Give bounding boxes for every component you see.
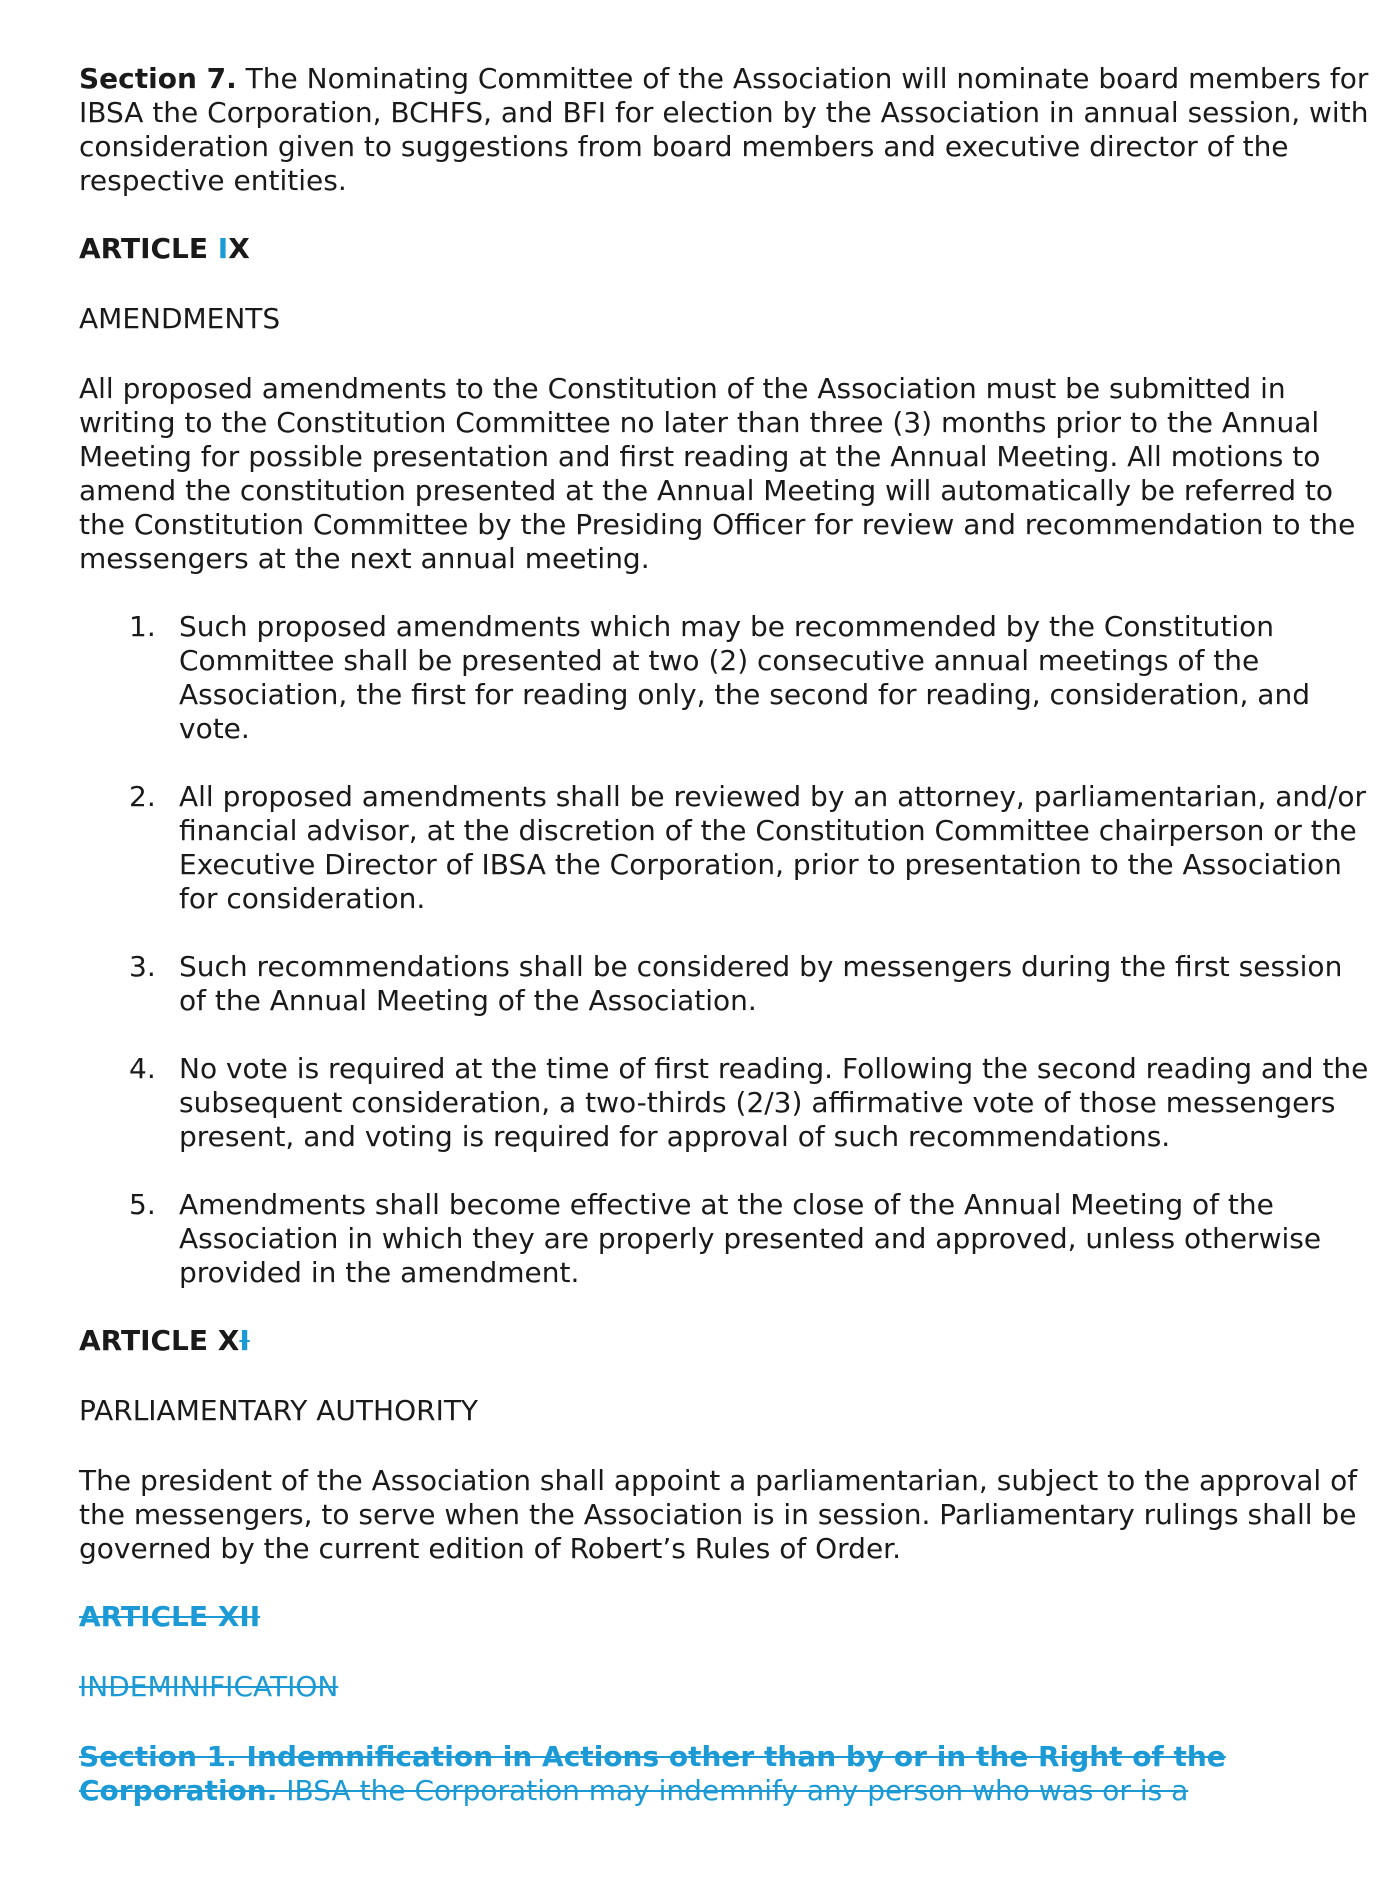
list-item-number: 2. [129,780,156,813]
deleted-numeral: I [239,1324,250,1357]
article-x-heading-prefix: ARTICLE X [79,1324,240,1357]
parliamentary-authority-paragraph: The president of the Association shall appoint a parliamentarian, subject to the approval of the messengers, to serve when the Association is in session. Parliamentary rulings shall be governed by the current edition of Robert’s Rules of Order. [79,1464,1358,1565]
list-item [79,950,1369,1018]
amendments-list [79,610,1369,1290]
list-item-number: 3. [129,950,156,983]
section-1-label-deleted: Section 1. Indemnification in Actions other than by or in the Right of the Corporation. [79,1740,1226,1807]
list-item-text: All proposed amendments shall be reviewed by an attorney, parliamentarian, and/or financial advisor, at the discretion of the Constitution Committee chairperson or the Executive Director of IBSA the Corporation, prior to presentation to the Association for consideration. [179,780,1367,915]
section-1-text-deleted: IBSA the Corporation may indemnify any person who was or is a [277,1774,1189,1807]
list-item [79,610,1369,746]
list-item-text: Such recommendations shall be considered by messengers during the first session of the Annual Meeting of the Association. [179,950,1343,1017]
inserted-numeral: I [217,232,229,265]
section-7-paragraph [79,62,1369,198]
section-7-text: The Nominating Committee of the Association will nominate board members for IBSA the Corporation, BCHFS, and BFI for election by the Association in annual session, with consideration given to suggestions from board members and executive director of the respective entities. [79,62,1369,197]
section-7-label: Section 7. [79,62,237,95]
list-item-text: No vote is required at the time of first reading. Following the second reading and the subsequent consideration, a two-thirds (2/3) affirmative vote of those messengers present, and voting is required for approval of such recommendations. [179,1052,1369,1153]
article-ix-heading-suffix: X [228,232,250,265]
document-page [79,62,1369,1808]
article-x-subheading: PARLIAMENTARY AUTHORITY [79,1394,479,1427]
list-item-number: 1. [129,610,156,643]
article-x-heading [79,1324,1369,1358]
list-item [79,1052,1369,1154]
list-item-number: 5. [129,1188,156,1221]
indemnification-section-1-deleted [79,1740,1369,1808]
list-item [79,1188,1369,1290]
list-item-text: Such proposed amendments which may be recommended by the Constitution Committee shall be presented at two (2) consecutive annual meetings of the Association, the first for reading only, the second for reading, consideration, and vote. [179,610,1310,745]
amendments-intro-paragraph: All proposed amendments to the Constitution of the Association must be submitted in writing to the Constitution Committee no later than three (3) months prior to the Annual Meeting for possible presentation and first reading at the Annual Meeting. All motions to amend the constitution presented at the Annual Meeting will automatically be referred to the Constitution Committee by the Presiding Officer for review and recommendation to the messengers at the next annual meeting. [79,372,1356,575]
article-ix-heading [79,232,1369,266]
article-ix-heading-prefix: ARTICLE [79,232,218,265]
article-xii-heading-deleted: ARTICLE XII [79,1600,261,1633]
indemnification-subheading-deleted: INDEMINIFICATION [79,1670,339,1703]
article-ix-subheading: AMENDMENTS [79,302,281,335]
list-item-text: Amendments shall become effective at the close of the Annual Meeting of the Association in which they are properly presented and approved, unless otherwise provided in the amendment. [179,1188,1322,1289]
list-item [79,780,1369,916]
list-item-number: 4. [129,1052,156,1085]
